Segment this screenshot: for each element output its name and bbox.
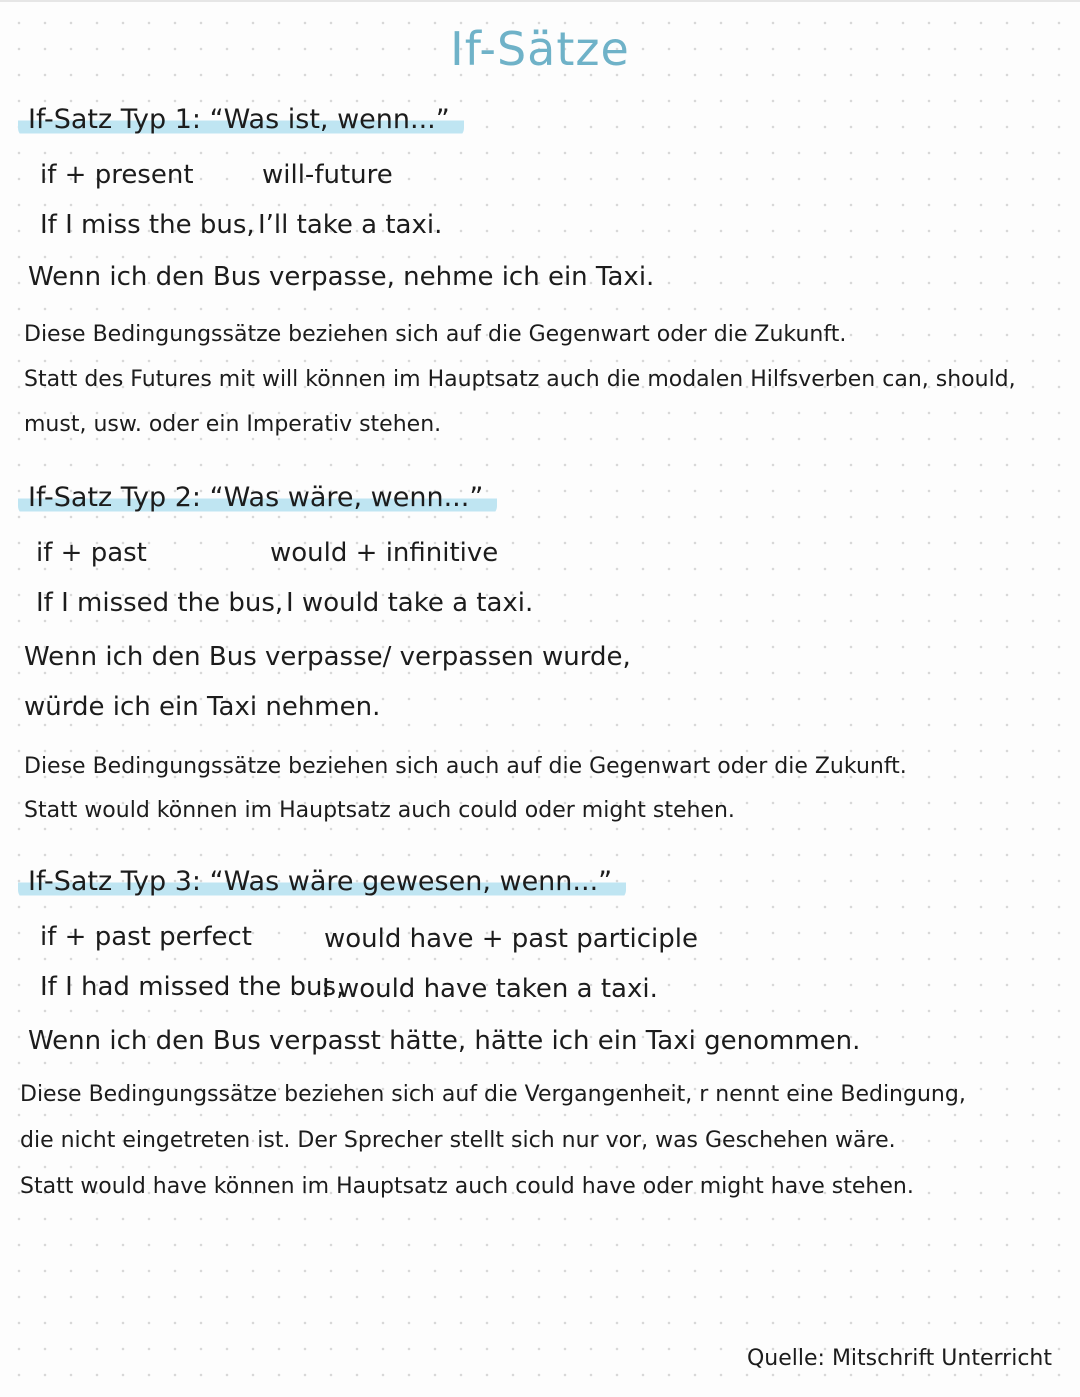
example-main-clause: I would have taken a taxi.: [322, 974, 658, 1004]
note-line: must, usw. oder ein Imperativ stehen.: [24, 412, 442, 437]
formula-if-clause: if + present: [40, 160, 194, 190]
formula-if-clause: if + past: [36, 538, 147, 568]
formula-main-clause: will-future: [262, 160, 393, 190]
formula-if-clause: if + past perfect: [40, 922, 252, 952]
example-if-clause: If I had missed the bus,: [40, 972, 345, 1002]
source-note: Quelle: Mitschrift Unterricht: [746, 1346, 1052, 1371]
top-divider: [0, 0, 1080, 2]
translation-line: Wenn ich den Bus verpasse/ verpassen wurde,: [24, 642, 631, 672]
example-main-clause: I’ll take a taxi.: [258, 210, 443, 240]
note-line: Diese Bedingungssätze beziehen sich auch auf die Gegenwart oder die Zukunft.: [24, 754, 907, 779]
section-heading: If-Satz Typ 2: “Was wäre, wenn...”: [18, 480, 497, 516]
note-line: Statt would have können im Hauptsatz auch could have oder might have stehen.: [20, 1174, 914, 1199]
page-title: If-Sätze: [450, 22, 630, 76]
section-heading: If-Satz Typ 3: “Was wäre gewesen, wenn...”: [18, 864, 626, 900]
translation-line: würde ich ein Taxi nehmen.: [24, 692, 381, 722]
section-heading: If-Satz Typ 1: “Was ist, wenn...”: [18, 102, 464, 138]
translation-line: Wenn ich den Bus verpasse, nehme ich ein Taxi.: [28, 262, 655, 292]
formula-main-clause: would have + past participle: [324, 924, 698, 954]
note-line: Statt would können im Hauptsatz auch could oder might stehen.: [24, 798, 735, 823]
formula-main-clause: would + infinitive: [270, 538, 499, 568]
note-line: Diese Bedingungssätze beziehen sich auf die Gegenwart oder die Zukunft.: [24, 322, 847, 347]
translation-line: Wenn ich den Bus verpasst hätte, hätte ich ein Taxi genommen.: [28, 1026, 861, 1056]
note-line: die nicht eingetreten ist. Der Sprecher stellt sich nur vor, was Geschehen wäre.: [20, 1128, 896, 1153]
note-line: Diese Bedingungssätze beziehen sich auf die Vergangenheit, r nennt eine Bedingung,: [20, 1082, 966, 1107]
example-if-clause: If I miss the bus,: [40, 210, 255, 240]
note-line: Statt des Futures mit will können im Hauptsatz auch die modalen Hilfsverben can, should,: [24, 367, 1016, 392]
example-main-clause: I would take a taxi.: [286, 588, 534, 618]
example-sentence: If I missed the bus,: [36, 588, 284, 618]
